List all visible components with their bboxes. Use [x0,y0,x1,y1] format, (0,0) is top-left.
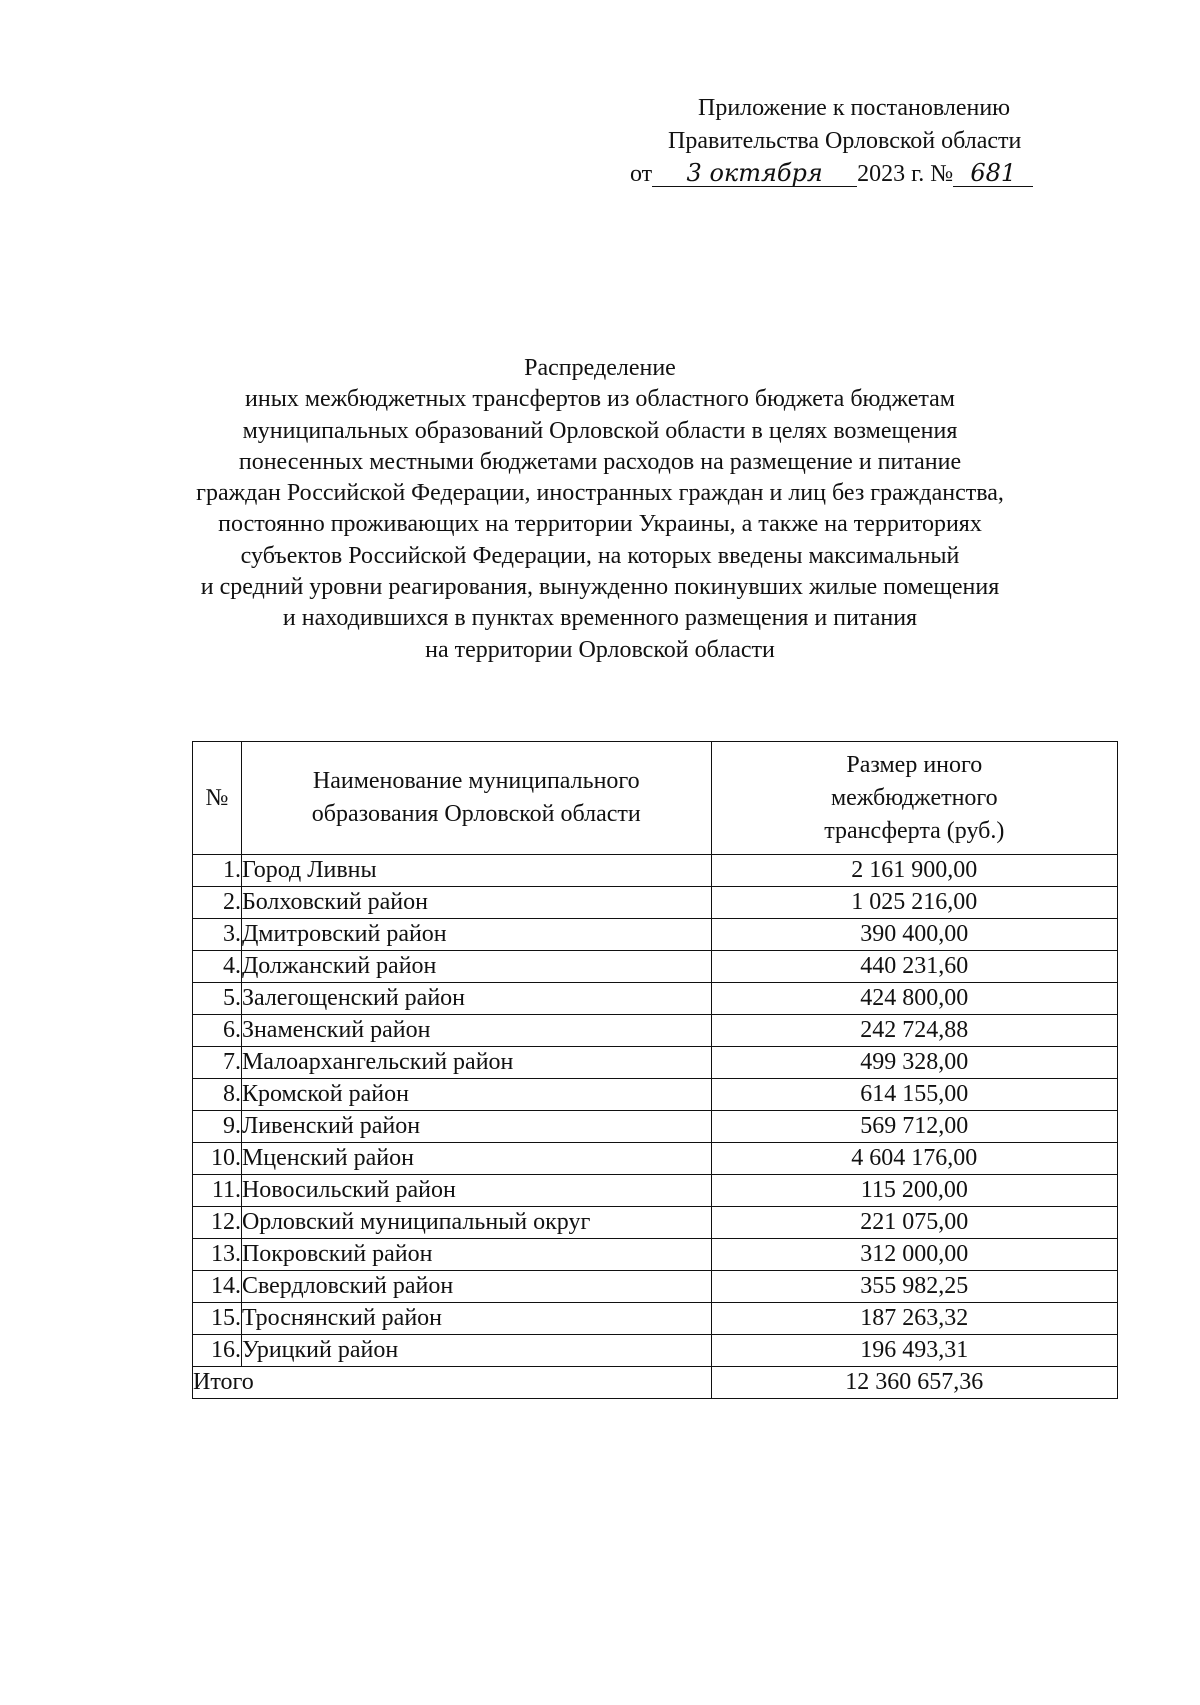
row-number: 2. [193,887,242,919]
row-name: Болховский район [241,887,711,919]
row-number: 13. [193,1239,242,1271]
total-label: Итого [193,1367,712,1399]
header-amount-line: межбюджетного [830,784,998,811]
row-name: Город Ливны [241,855,711,887]
title-line: муниципальных образований Орловской области в целях возмещения [242,417,958,444]
row-number: 9. [193,1111,242,1143]
header-name [241,742,711,855]
title-line: субъектов Российской Федерации, на которых введены максимальный [240,542,960,569]
row-name: Урицкий район [241,1335,711,1367]
table-row [193,855,1118,887]
header-amount-line: трансферта (руб.) [824,817,1005,844]
table-row [193,1175,1118,1207]
header-name-line: Наименование муниципального [312,768,640,794]
table-row [193,1303,1118,1335]
row-amount: 355 982,25 [711,1271,1117,1303]
row-name: Должанский район [241,951,711,983]
handwritten-number: 681 [953,160,1033,187]
row-amount: 221 075,00 [711,1207,1117,1239]
title-line: и находившихся в пунктах временного размещения и питания [282,605,918,632]
row-amount: 614 155,00 [711,1079,1117,1111]
row-name: Малоархангельский район [241,1047,711,1079]
header-name-line: образования Орловской области [311,801,641,827]
appendix-header [620,92,1100,191]
row-number: 7. [193,1047,242,1079]
appendix-from: от [630,161,653,187]
row-amount: 499 328,00 [711,1047,1117,1079]
row-number: 5. [193,983,242,1015]
distribution-table [192,741,1118,1399]
appendix-line-2: Правительства Орловской области [668,128,1022,154]
appendix-year: 2023 г. № [857,161,954,187]
row-amount: 312 000,00 [711,1239,1117,1271]
row-name: Знаменский район [241,1015,711,1047]
row-name: Залегощенский район [241,983,711,1015]
document-title [150,353,1050,666]
header-amount-line: Размер иного [846,751,983,778]
row-number: 15. [193,1303,242,1335]
title-line: граждан Российской Федерации, иностранных граждан и лиц без гражданства, [196,480,1004,507]
table-row [193,919,1118,951]
table-row [193,983,1118,1015]
row-number: 10. [193,1143,242,1175]
table-row [193,1079,1118,1111]
row-name: Мценский район [241,1143,711,1175]
row-name: Кромской район [241,1079,711,1111]
row-amount: 390 400,00 [711,919,1117,951]
row-number: 3. [193,919,242,951]
title-line: иных межбюджетных трансфертов из областного бюджета бюджетам [245,386,955,413]
table-row [193,1239,1118,1271]
handwritten-date: 3 октября [652,160,857,187]
row-amount: 242 724,88 [711,1015,1117,1047]
header-number: № [193,742,242,855]
table-row [193,1111,1118,1143]
title-line: и средний уровни реагирования, вынужденно покинувших жилые помещения [200,574,1000,601]
row-name: Покровский район [241,1239,711,1271]
row-amount: 187 263,32 [711,1303,1117,1335]
appendix-line-1: Приложение к постановлению [698,95,1011,121]
row-amount: 196 493,31 [711,1335,1117,1367]
table-header-row [193,742,1118,855]
row-amount: 440 231,60 [711,951,1117,983]
table-row [193,1335,1118,1367]
row-name: Троснянский район [241,1303,711,1335]
row-name: Орловский муниципальный округ [241,1207,711,1239]
table-row [193,1271,1118,1303]
row-number: 16. [193,1335,242,1367]
row-number: 12. [193,1207,242,1239]
row-number: 11. [193,1175,242,1207]
title-line: понесенных местными бюджетами расходов на размещение и питание [238,448,962,475]
row-number: 14. [193,1271,242,1303]
row-name: Ливенский район [241,1111,711,1143]
row-name: Дмитровский район [241,919,711,951]
row-name: Новосильский район [241,1175,711,1207]
title-heading: Распределение [524,355,676,381]
row-amount: 1 025 216,00 [711,887,1117,919]
title-line: постоянно проживающих на территории Украины, а также на территориях [218,511,982,538]
table-row [193,951,1118,983]
table-total-row [193,1367,1118,1399]
table-row [193,1015,1118,1047]
title-line: на территории Орловской области [425,636,775,663]
appendix-line-3 [620,158,1100,191]
row-name: Свердловский район [241,1271,711,1303]
row-number: 4. [193,951,242,983]
total-amount: 12 360 657,36 [711,1367,1117,1399]
header-amount [711,742,1117,855]
table-row [193,1143,1118,1175]
row-amount: 115 200,00 [711,1175,1117,1207]
row-amount: 4 604 176,00 [711,1143,1117,1175]
row-amount: 2 161 900,00 [711,855,1117,887]
row-number: 8. [193,1079,242,1111]
row-number: 1. [193,855,242,887]
row-amount: 569 712,00 [711,1111,1117,1143]
table-row [193,1207,1118,1239]
row-number: 6. [193,1015,242,1047]
row-amount: 424 800,00 [711,983,1117,1015]
table-row [193,887,1118,919]
table-row [193,1047,1118,1079]
